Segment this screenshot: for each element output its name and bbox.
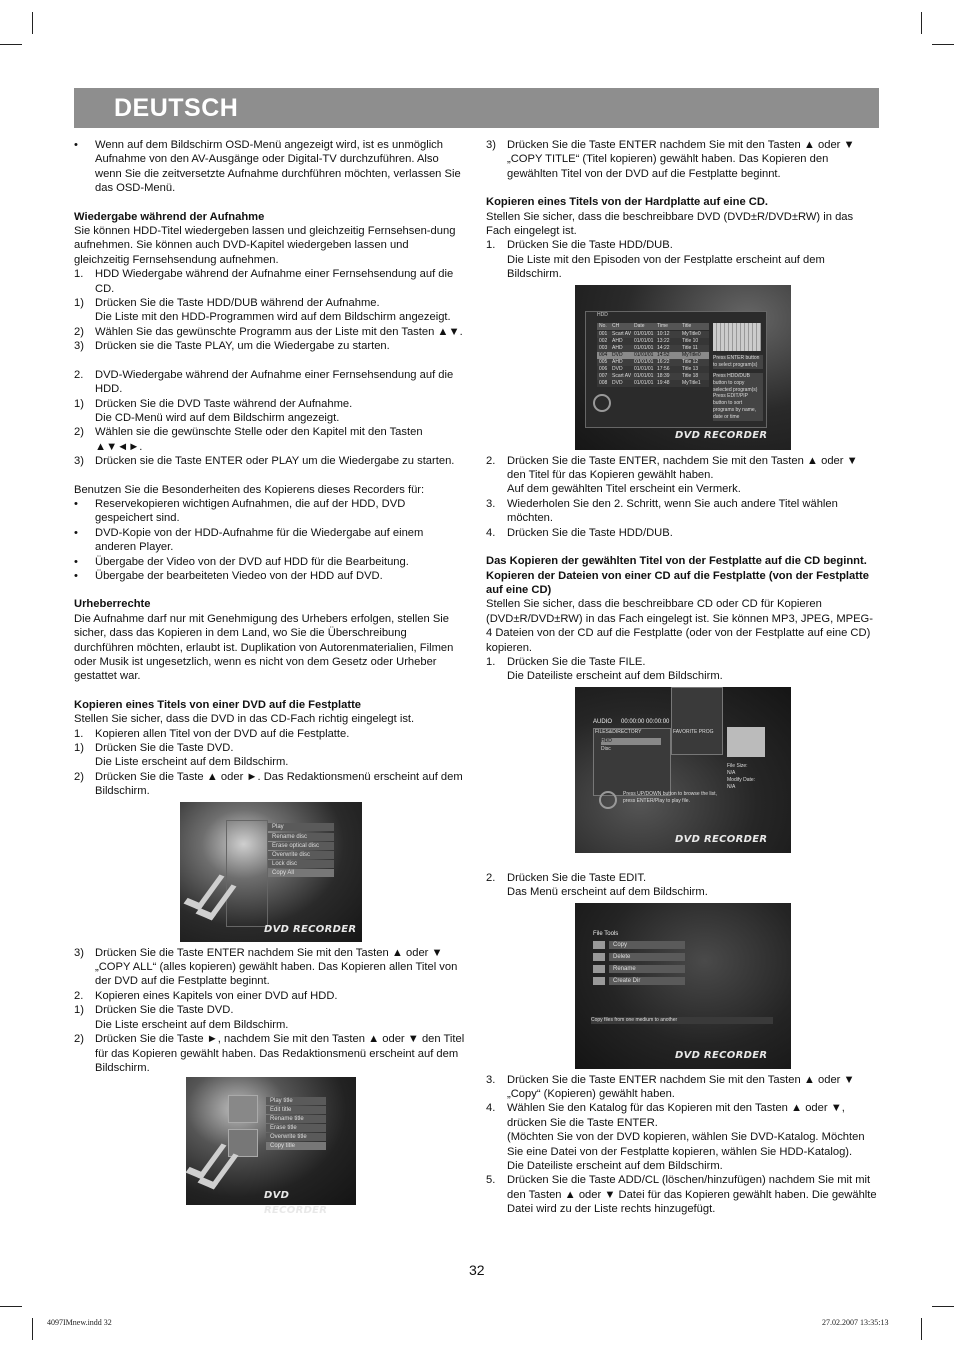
language-header-bar (74, 88, 879, 128)
right-column (486, 138, 878, 1217)
bullet-item: • Reservekopieren wichtigen Aufnahmen, die auf der HDD, DVD gespeichert sind. (74, 497, 406, 525)
dvd-recorder-logo: DVD RECORDER (264, 923, 357, 935)
files-panel-title: FILES&DIRECTORY (595, 728, 642, 735)
navigation-pad-icon (599, 791, 617, 809)
list-item: 2. Drücken Sie die Taste EDIT. (486, 871, 647, 884)
info-modify-date-label: Modify Date: (727, 776, 756, 783)
crop-mark (921, 12, 922, 34)
list-item: 3) Drücken Sie die Taste ENTER nachdem Sie mit den Tasten ▲ oder ▼ „COPY ALL“ (alles kopieren) gewählt haben. Das Kopieren allen Titel von der DVD auf die Festplatte beginnt. (74, 946, 458, 988)
menu-item-overwrite-title: Overwrite title (266, 1133, 326, 1141)
list-item: 2) Wählen sie die gewünschte Stelle oder den Kapitel mit den Tasten ▲▼◄►. (74, 426, 423, 453)
table-row: 007 Scart AV 01/01/01 18:39 Title 18 (597, 373, 709, 380)
menu-item-rename: Rename (609, 965, 685, 973)
list-item: 1. Kopieren allen Titel von der DVD auf die Festplatte. (74, 727, 350, 740)
list-item-detail: Die Liste mit den HDD-Programmen wird auf dem Bildschirm angezeigt. (95, 311, 451, 324)
favorite-panel-title: FAVORITE PROG (673, 728, 714, 735)
list-item: 1) Drücken Sie die DVD Taste während der Aufnahme. (74, 397, 353, 410)
file-tools-screenshot (575, 903, 791, 1069)
list-item: 1. Drücken Sie die Taste HDD/DUB. (486, 239, 673, 252)
crop-mark (0, 44, 22, 45)
crop-mark (932, 1306, 954, 1307)
menu-item-overwrite-disc: Overwrite disc (268, 851, 334, 859)
list-item: 1) Drücken Sie die Taste DVD. (74, 1004, 234, 1017)
list-item: 3) Drücken sie die Taste PLAY, um die Wiedergabe zu starten. (74, 340, 390, 353)
dvd-recorder-logo: DVD RECORDER (675, 1049, 768, 1061)
thumbnail-image (228, 1095, 258, 1123)
bullet-item: • Übergabe der bearbeiteten Viedeo von der HDD auf DVD. (74, 569, 383, 582)
list-item: 3. Drücken Sie die Taste ENTER nachdem Sie mit den Tasten ▲ oder ▼ „Copy“ (Kopieren) gewählt haben. (486, 1073, 855, 1100)
info-modify-date-value: N/A (727, 783, 736, 790)
preview-frame (226, 820, 268, 927)
list-item: 2. Drücken Sie die Taste ENTER, nachdem Sie mit den Tasten ▲ oder ▼ den Titel für das Kopieren gewählt haben. (486, 454, 858, 482)
list-item-detail: Das Menü erscheint auf dem Bildschirm. (507, 886, 708, 899)
menu-item-create-dir: Create Dir (609, 977, 685, 985)
file-tools-title: File Tools (593, 930, 619, 937)
section-heading: Kopieren der Dateien von einer CD auf die Festplatte (von der Festplatte auf eine CD) (486, 569, 869, 596)
mode-label: AUDIO (593, 718, 613, 725)
table-row-selected: 004 DVD 01/01/01 14:52 MyTitle0 (597, 352, 709, 359)
menu-item-play-title: Play title (266, 1097, 326, 1105)
menu-item-copy-title: Copy title (266, 1142, 326, 1150)
list-item: 3) Drücken Sie die Taste ENTER nachdem Sie mit den Tasten ▲ oder ▼ „COPY TITLE“ (Titel kopieren) gewählt haben. Das Kopieren den gewählten Titel von der DVD auf die Festplatte beginnt. (486, 139, 855, 180)
section-heading: Wiedergabe während der Aufnahme (74, 210, 265, 223)
crop-mark (0, 1306, 22, 1307)
help-text: Press HDD/DUB button to copy selected program(s) (713, 373, 763, 394)
list-item: 1. Drücken Sie die Taste FILE. (486, 655, 646, 668)
info-file-size-value: N/A (727, 769, 736, 776)
menu-item-erase-disc: Erase optical disc (268, 842, 334, 850)
paragraph: Stellen Sie sicher, dass die beschreibbare DVD (DVD±R/DVD±RW) in das Fach eingelegt ist. (486, 210, 854, 238)
paragraph: Sie können HDD-Titel wiedergeben lassen und gleichzeitig Fernsehsen-dung aufnehmen. Sie können auch DVD-Kapitel wiedergeben lassen und gleichzeitig Fernsehsendung aufnehmen. (74, 225, 456, 266)
left-column (74, 138, 466, 1216)
table-row: 001 Scart AV 01/01/01 10:12 MyTitle0 (597, 331, 709, 338)
menu-item-delete: Delete (609, 953, 685, 961)
list-item-detail: Auf dem gewählten Titel erscheint ein Vermerk. (507, 483, 741, 496)
crop-mark (932, 44, 954, 45)
rename-icon (593, 965, 605, 973)
list-item-detail: Die Liste erscheint auf dem Bildschirm. (95, 1018, 289, 1031)
list-item: 1) Drücken Sie die Taste DVD. (74, 742, 234, 755)
navigation-pad-icon (593, 394, 611, 412)
table-header: No. CH Date Time Title (597, 323, 709, 330)
help-text: Press UP/DOWN button to browse the list, press ENTER/Play to play file. (623, 790, 717, 804)
folder-icon (593, 977, 605, 985)
list-item-detail: Die Dateiliste erscheint auf dem Bildschirm. (507, 1160, 723, 1172)
menu-item-lock-disc: Lock disc (268, 860, 334, 868)
table-row: 006 DVD 01/01/01 17:56 Title 13 (597, 366, 709, 373)
list-item: 4. Wählen Sie den Katalog für das Kopieren mit den Tasten ▲ oder ▼, drücken Sie die Taste ENTER. (486, 1102, 845, 1129)
bullet-item: • Wenn auf dem Bildschirm OSD-Menü angezeigt wird, ist es unmöglich Aufnahme von den AV-Ausgänge oder Digital-TV durchzuführen. Also wenn Sie die zeitversetzte Aufnahme durchführen möchten, verlassen Sie das OSD-Menü. (74, 139, 461, 195)
dvd-disc-menu-screenshot (180, 802, 362, 942)
entry-hdd: HDD (601, 738, 661, 745)
list-item: 1. HDD Wiedergabe während der Aufnahme einer Fernsehsendung auf die CD. (74, 268, 454, 295)
dvd-recorder-logo: DVD RECORDER (675, 833, 768, 845)
dvd-title-menu-screenshot (186, 1077, 356, 1216)
entry-disc: Disc (601, 745, 611, 752)
list-item-detail: Die Liste erscheint auf dem Bildschirm. (95, 756, 289, 769)
table-row: 005 AHD 01/01/01 16:22 Title 12 (597, 359, 709, 366)
section-heading: Urheberrechte (74, 598, 151, 611)
menu-item-erase-title: Erase title (266, 1124, 326, 1132)
favorite-panel (671, 687, 723, 755)
language-title: DEUTSCH (114, 94, 239, 122)
hdd-label: HDD (597, 311, 608, 318)
crop-mark (32, 12, 33, 34)
list-item: 2) Drücken Sie die Taste ►, nachdem Sie mit den Tasten ▲ oder ▼ den Titel für das Kopieren gewählt haben. Das Redaktionsmenü erscheint auf dem Bildschirm. (74, 1033, 465, 1074)
list-item-detail: Die Liste mit den Episoden von der Festplatte erscheint auf dem Bildschirm. (507, 253, 825, 281)
help-text: Press ENTER button to select program(s) (713, 355, 763, 369)
help-text: Copy files from one medium to another (591, 1017, 773, 1024)
paragraph: Benutzen Sie die Besonderheiten des Kopierens dieses Recorders für: (74, 483, 425, 496)
dvd-recorder-logo: DVD RECORDER (264, 1190, 328, 1216)
crop-mark (32, 1318, 33, 1340)
screen-background (575, 903, 791, 1069)
list-item: 4. Drücken Sie die Taste HDD/DUB. (486, 526, 673, 539)
footer-timestamp: 27.02.2007 13:35:13 (822, 1318, 889, 1327)
file-browser-screenshot (575, 687, 791, 853)
menu-item-copy: Copy (609, 941, 685, 949)
dvd-recorder-logo: DVD RECORDER (675, 429, 768, 441)
paragraph: Die Aufnahme darf nur mit Genehmigung des Urhebers erfolgen, stellen Sie sicher, dass das Kopieren in dem Land, wo Sie die Überschreibung durchführen möchten, erlaubt ist. Duplikation von Autorenmaterialien, Filmen oder Musik ist ungesetzlich, wenn es nicht von dem Gesetz oder Urheber gestattet war. (74, 612, 454, 683)
help-text: Press EDIT/PIP button to sort programs by name, date or time (713, 393, 763, 421)
list-item: 3. Wiederholen Sie den 2. Schritt, wenn Sie auch andere Titel wählen möchten. (486, 497, 838, 525)
section-heading: Kopieren eines Titels von der Hardplatte auf eine CD. (486, 196, 769, 209)
table-row: 002 AHD 01/01/01 13:22 Title 10 (597, 338, 709, 345)
paragraph: Stellen Sie sicher, dass die DVD in das CD-Fach richtig eingelegt ist. (74, 713, 415, 726)
table-row: 008 DVD 01/01/01 19:48 MyTitle1 (597, 380, 709, 387)
list-item: 2. Kopieren eines Kapitels von einer DVD auf HDD. (74, 989, 338, 1002)
bullet-item: • Übergabe der Video von der DVD auf HDD für die Bearbeitung. (74, 555, 409, 568)
list-item: 2. DVD-Wiedergabe während der Aufnahme einer Fernsehsendung auf die HDD. (74, 368, 454, 396)
menu-item-play: Play (268, 823, 334, 831)
list-item: 1) Drücken Sie die Taste HDD/DUB während der Aufnahme. (74, 297, 380, 310)
list-item-detail: Die CD-Menü wird auf dem Bildschirm angezeigt. (95, 411, 340, 424)
hdd-title-list-screenshot (575, 285, 791, 450)
section-heading: Das Kopieren der gewählten Titel von der Festplatte auf die CD beginnt. (486, 555, 867, 568)
folder-icon (727, 727, 765, 757)
time-readout: 00:00:00 00:00:00 (621, 718, 670, 725)
menu-item-copy-all: Copy All (268, 869, 334, 877)
list-item-detail: (Möchten Sie von der DVD kopieren, wählen Sie DVD-Katalog. Möchten Sie eine Datei von der Festplatte kopieren, wählen Sie HDD-Katalog). (507, 1131, 865, 1158)
list-item: 5. Drücken Sie die Taste ADD/CL (löschen/hinzufügen) nachdem Sie mit mit den Tasten ▲ oder ▼ Datei für das Kopieren gewählt haben. Die gewählte Datei wird zu der Liste rechts hinzugefügt. (486, 1174, 877, 1216)
menu-item-rename-title: Rename title (266, 1115, 326, 1123)
preview-thumbnail (713, 323, 761, 351)
info-file-size-label: File Size: (727, 762, 748, 769)
menu-item-edit-title: Edit title (266, 1106, 326, 1114)
page-number: 32 (469, 1262, 485, 1278)
list-item: 2) Wählen Sie das gewünschte Programm aus der Liste mit den Tasten ▲▼. (74, 325, 463, 338)
paragraph: Stellen Sie sicher, dass die beschreibbare CD oder CD für Kopieren (DVD±R/DVD±RW) in das Fach eingelegt ist. Sie können MP3, JPEG, MPEG-4 Dateien von der CD auf die Festplatte (oder von der Festplatte auf eine CD) kopieren. (486, 598, 873, 654)
list-item: 3) Drücken sie die Taste ENTER oder PLAY um die Wiedergabe zu starten. (74, 455, 455, 468)
menu-item-rename-disc: Rename disc (268, 833, 334, 841)
list-item-detail: Die Dateiliste erscheint auf dem Bildschirm. (507, 670, 723, 683)
crop-mark (921, 1318, 922, 1340)
bullet-item: • DVD-Kopie von der HDD-Aufnahme für die Wiedergabe auf einem anderen Player. (74, 526, 424, 554)
section-heading: Kopieren eines Titels von einer DVD auf die Festplatte (74, 698, 362, 711)
copy-icon (593, 941, 605, 949)
delete-icon (593, 953, 605, 961)
list-item: 2) Drücken Sie die Taste ▲ oder ►. Das Redaktionsmenü erscheint auf dem Bildschirm. (74, 770, 463, 798)
footer-file-info: 4097IMnew.indd 32 (47, 1318, 112, 1327)
table-row: 003 AHD 01/01/01 14:22 Title 11 (597, 345, 709, 352)
